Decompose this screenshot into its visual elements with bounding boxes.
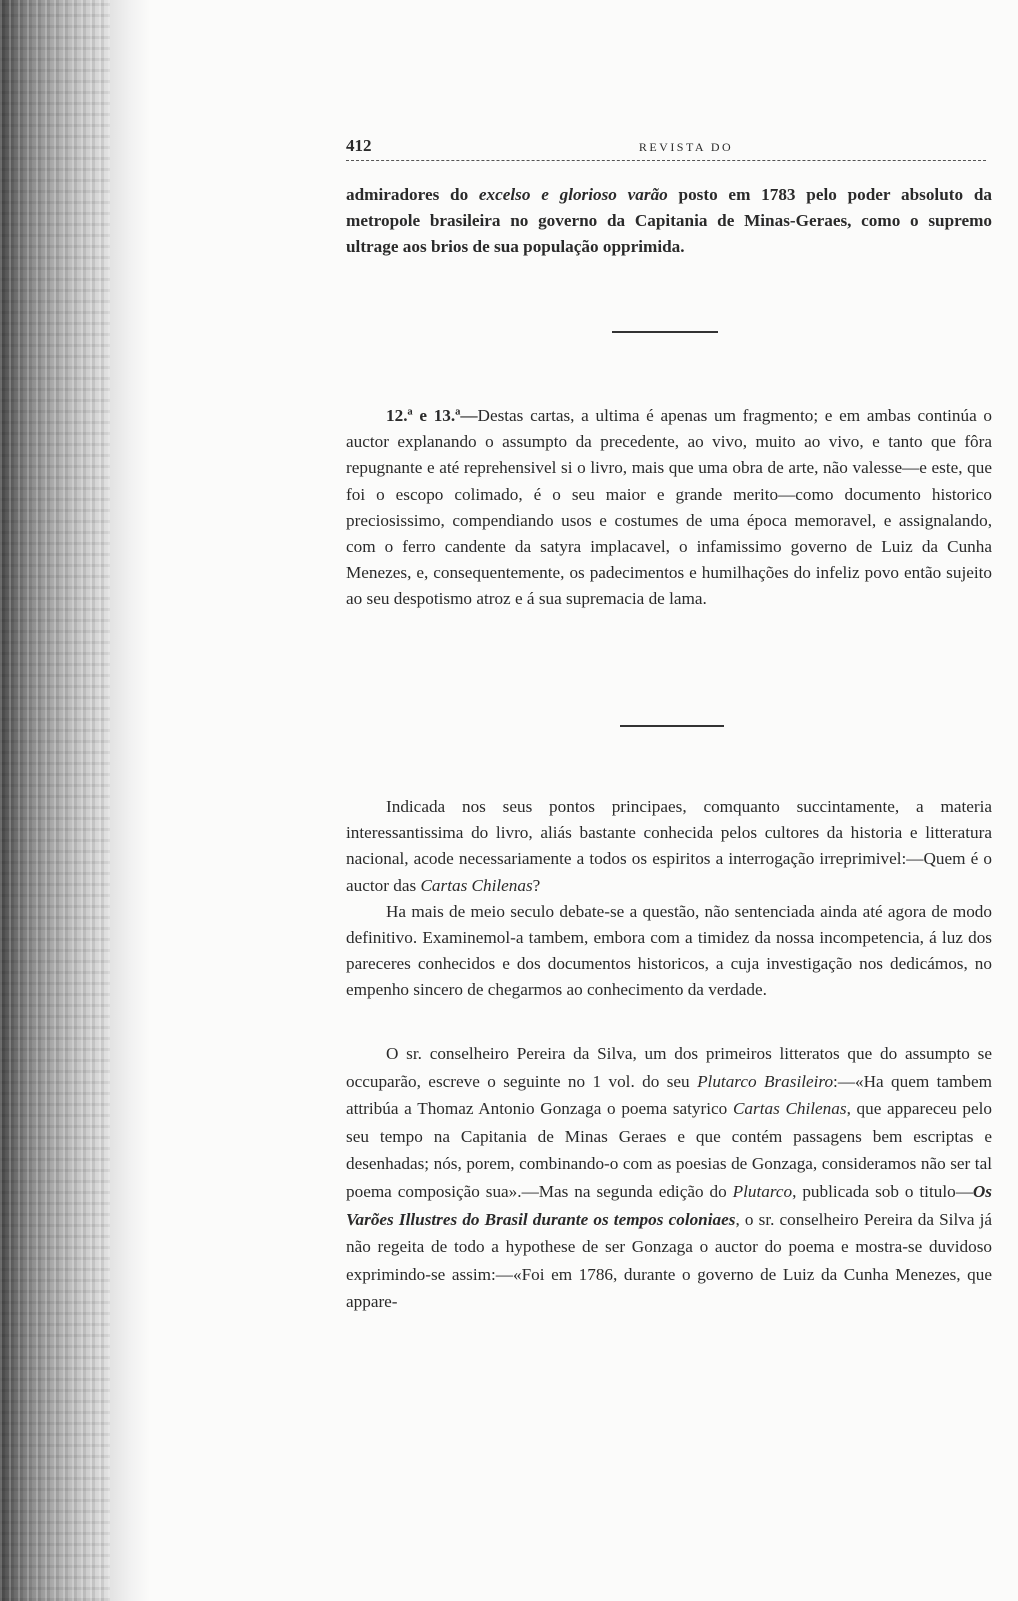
- paragraph-continuation: [346, 182, 992, 261]
- p1-intro: admiradores do: [346, 185, 479, 204]
- p3-part-b: ?: [532, 875, 541, 895]
- p1-emphasis: excelso e glorioso varão: [478, 185, 668, 204]
- running-title: REVISTA DO: [638, 140, 734, 154]
- page-number: 412: [346, 136, 372, 155]
- section-separator: [612, 331, 718, 333]
- p3-continuation: Ha mais de meio seculo debate-se a questão, não sentenciada ainda até agora de modo definitivo. Examinemol-a tambem, embora com a timidez da nossa incompetencia, á luz dos pareceres conhecidos e dos documentos historicos, a cuja investigação nos dedicámos, no empenho sincero de chegarmos ao conhecimento da verdade.: [346, 901, 992, 1000]
- header-rule: [346, 160, 986, 161]
- p2-lead: 12.ª e 13.ª—: [386, 406, 478, 425]
- p4-t4: Os Varões Illustres do Brasil durante os tempos coloniaes: [346, 1181, 992, 1229]
- paragraph-pereira-da-silva: [346, 1040, 992, 1316]
- binding-texture: [0, 0, 110, 1601]
- page-header: [346, 136, 986, 166]
- p4-s3: , que appareceu pelo seu tempo na Capitania de Minas Geraes e que contém passagens bem escriptas e desenhadas; nós, porem, combinando-o com as poesias de Gonzaga, consideramos não ser tal poema composição sua».—Mas na segunda edição do: [346, 1099, 992, 1201]
- p3-part-a: Indicada nos seus pontos principaes, comquanto succintamente, a materia interessantissima do livro, aliás bastante conhecida pelos cultores da historia e litteratura nacional, acode necessariamente a todos os espiritos a interrogação irreprimivel:—Quem é o auctor das: [346, 797, 992, 895]
- p4-t3: Plutarco: [732, 1181, 793, 1201]
- p4-s5: , o sr. conselheiro Pereira da Silva já não regeita de todo a hypothese de ser Gonzaga o auctor do poema e mostra-se duvidoso exprimindo-se assim:—«Foi em 1786, durante o governo de Luiz da Cunha Menezes, que appare-: [346, 1209, 993, 1312]
- p4-s1: O sr. conselheiro Pereira da Silva, um dos primeiros litteratos que do assumpto se occuparão, escreve o seguinte no 1 vol. do seu: [346, 1044, 992, 1091]
- p4-s4: , publicada sob o titulo—: [792, 1181, 973, 1201]
- paragraph-letters-12-13: [346, 403, 992, 613]
- p4-s2: :—«Ha quem tambem attribúa a Thomaz Antonio Gonzaga o poema satyrico: [346, 1071, 992, 1119]
- p1-rest: posto em 1783 pelo poder absoluto da metropole brasileira no governo da Capitania de Minas-Geraes, como o supremo ultrage aos brios de sua população opprimida.: [346, 185, 992, 257]
- p4-t2: Cartas Chilenas: [732, 1099, 847, 1119]
- p3-title: Cartas Chilenas: [420, 875, 533, 895]
- p2-text: Destas cartas, a ultima é apenas um fragmento; e em ambas continúa o auctor explanando o assumpto da precedente, ao vivo, muito ao vivo, e tanto que fôra repugnante e até reprehensivel si o livro, mais que uma obra de arte, não valesse—e este, que foi o escopo colimado, é o seu maior e grande merito—como documento historico preciosissimo, compendiando usos e costumes de uma época memoravel, e assignalando, com o ferro candente da satyra implacavel, o infamissimo governo de Luiz da Cunha Menezes, e, consequentemente, os padecimentos e humilhações do infeliz povo então sujeito ao seu despotismo atroz e á sua supremacia de lama.: [346, 406, 993, 609]
- p4-t1: Plutarco Brasileiro: [697, 1071, 834, 1091]
- section-separator-2: [620, 725, 724, 727]
- paragraph-authorship-question: [346, 794, 992, 1004]
